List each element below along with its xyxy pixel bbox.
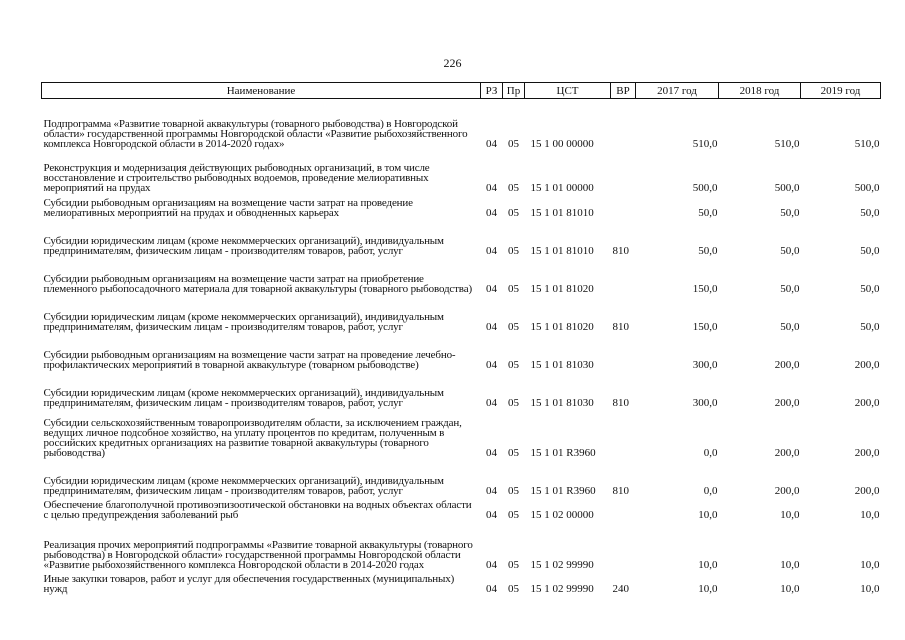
- row-rz: 04: [486, 137, 497, 150]
- row-name: Субсидии юридическим лицам (кроме некоммерческих организаций), индивидуальным предпринимателям, физическим лицам - производителям товаров, работ, услуг: [43, 386, 444, 409]
- header-2019: 2019 год: [801, 83, 881, 99]
- row-2018: 10,0: [780, 582, 800, 595]
- row-rz: 04: [486, 181, 497, 194]
- row-cst: 15 1 01 81020: [530, 320, 594, 333]
- header-2018: 2018 год: [719, 83, 801, 99]
- row-cst: 15 1 01 81030: [530, 396, 594, 409]
- row-2018: 50,0: [780, 206, 800, 219]
- table-row: [42, 218, 881, 256]
- row-name: Иные закупки товаров, работ и услуг для обеспечения государственных (муниципальных) нужд: [43, 572, 455, 595]
- row-cst: 15 1 01 81020: [530, 282, 594, 295]
- table-row: [42, 193, 881, 218]
- row-pr: 05: [508, 137, 519, 150]
- row-2019: 200,0: [854, 358, 880, 371]
- row-cst: 15 1 01 R3960: [530, 446, 596, 459]
- row-2017: 50,0: [698, 206, 718, 219]
- row-name: Субсидии юридическим лицам (кроме некоммерческих организаций), индивидуальным предпринимателям, физическим лицам - производителям товаров, работ, услуг: [43, 234, 444, 257]
- row-name: Субсидии сельскохозяйственным товаропроизводителям области, за исключением граждан, ведущих личное подсобное хозяйство, на уплату процентов по кредитам, полученным в российских кредитных организациях на развитие товарной аквакультуры (товарного рыбоводства): [43, 416, 462, 459]
- row-2018: 10,0: [780, 558, 800, 571]
- row-vr: 810: [612, 484, 629, 497]
- row-2017: 50,0: [698, 244, 718, 257]
- row-2017: 300,0: [692, 396, 718, 409]
- row-vr: [611, 99, 636, 149]
- row-2019: 10,0: [860, 508, 880, 521]
- header-cst: ЦСТ: [525, 83, 611, 99]
- row-name: Субсидии рыбоводным организациям на возмещение части затрат на проведение мелиоративных мероприятий на прудах и обводненных карьерах: [43, 196, 413, 219]
- row-rz: 04: [486, 396, 497, 409]
- row-2019: 50,0: [860, 206, 880, 219]
- row-2018: 510,0: [774, 137, 800, 150]
- row-vr: 240: [612, 582, 629, 595]
- row-vr: [611, 496, 636, 520]
- row-pr: 05: [508, 508, 519, 521]
- row-pr: 05: [508, 181, 519, 194]
- row-rz: 04: [486, 320, 497, 333]
- row-cst: 15 1 02 00000: [530, 508, 594, 521]
- table-row: [42, 149, 881, 193]
- row-2018: 500,0: [774, 181, 800, 194]
- row-2017: 0,0: [703, 484, 718, 497]
- row-name: Подпрограмма «Развитие товарной аквакультуры (товарного рыбоводства) в Новгородской области» государственной программы Новгородской области «Развитие рыбохозяйственного комплекса Новгородской области в 2014-2020 годах»: [43, 117, 468, 150]
- row-name: Субсидии юридическим лицам (кроме некоммерческих организаций), индивидуальным предпринимателям, физическим лицам - производителям товаров, работ, услуг: [43, 474, 444, 497]
- row-rz: 04: [486, 446, 497, 459]
- row-name: Субсидии рыбоводным организациям на возмещение части затрат на приобретение племенного рыбопосадочного материала для товарной аквакультуры (товарного рыбоводства): [43, 272, 472, 295]
- row-rz: 04: [486, 358, 497, 371]
- row-2017: 150,0: [692, 282, 718, 295]
- row-2019: 500,0: [854, 181, 880, 194]
- row-vr: 810: [612, 320, 629, 333]
- row-name: Реконструкция и модернизация действующих рыбоводных организаций, в том числе восстановление и строительство рыбоводных водоемов, проведение мелиоративных мероприятий на прудах: [43, 161, 430, 194]
- table-header-row: [42, 83, 881, 99]
- row-vr: [611, 149, 636, 193]
- row-pr: 05: [508, 358, 519, 371]
- table-row: [42, 332, 881, 370]
- row-2017: 150,0: [692, 320, 718, 333]
- row-2017: 500,0: [692, 181, 718, 194]
- row-2017: 510,0: [692, 137, 718, 150]
- row-vr: 810: [612, 244, 629, 257]
- row-vr: [611, 408, 636, 458]
- row-pr: 05: [508, 244, 519, 257]
- table-row: [42, 408, 881, 458]
- row-rz: 04: [486, 582, 497, 595]
- header-2017: 2017 год: [636, 83, 719, 99]
- row-cst: 15 1 01 00000: [530, 181, 594, 194]
- table-row: [42, 570, 881, 594]
- row-pr: 05: [508, 206, 519, 219]
- row-name: Обеспечение благополучной противоэпизоотической обстановки на водных объектах области с целью предупреждения заболеваний рыб: [43, 498, 472, 521]
- row-pr: 05: [508, 282, 519, 295]
- row-pr: 05: [508, 558, 519, 571]
- row-pr: 05: [508, 396, 519, 409]
- row-2019: 50,0: [860, 320, 880, 333]
- row-rz: 04: [486, 244, 497, 257]
- row-vr: 810: [612, 396, 629, 409]
- row-name: Реализация прочих мероприятий подпрограммы «Развитие товарной аквакультуры (товарного рыбоводства) в Новгородской области» государственной программы Новгородской области «Развитие рыбохозяйственного комплекса Новгородской области в 2014-2020 годах: [43, 538, 473, 571]
- row-2019: 200,0: [854, 396, 880, 409]
- header-pr: Пр: [503, 83, 525, 99]
- row-2019: 510,0: [854, 137, 880, 150]
- row-2018: 50,0: [780, 320, 800, 333]
- row-rz: 04: [486, 558, 497, 571]
- row-2018: 50,0: [780, 282, 800, 295]
- page-number: 226: [443, 56, 462, 70]
- table-row: [42, 520, 881, 570]
- row-vr: [611, 256, 636, 294]
- row-2018: 200,0: [774, 358, 800, 371]
- row-2017: 0,0: [703, 446, 718, 459]
- row-cst: 15 1 01 81010: [530, 244, 594, 257]
- row-2019: 200,0: [854, 446, 880, 459]
- row-rz: 04: [486, 206, 497, 219]
- budget-table: [41, 82, 881, 594]
- table-row: [42, 496, 881, 520]
- row-pr: 05: [508, 446, 519, 459]
- row-cst: 15 1 01 R3960: [530, 484, 596, 497]
- row-2017: 10,0: [698, 582, 718, 595]
- row-2019: 50,0: [860, 244, 880, 257]
- header-vr: ВР: [611, 83, 636, 99]
- row-2018: 200,0: [774, 396, 800, 409]
- table-row: [42, 370, 881, 408]
- row-cst: 15 1 01 81010: [530, 206, 594, 219]
- row-vr: [611, 193, 636, 218]
- row-cst: 15 1 02 99990: [530, 558, 594, 571]
- row-pr: 05: [508, 484, 519, 497]
- row-pr: 05: [508, 320, 519, 333]
- row-2018: 200,0: [774, 446, 800, 459]
- row-2019: 50,0: [860, 282, 880, 295]
- row-2018: 10,0: [780, 508, 800, 521]
- row-vr: [611, 332, 636, 370]
- row-2017: 10,0: [698, 508, 718, 521]
- header-rz: РЗ: [481, 83, 503, 99]
- row-2019: 200,0: [854, 484, 880, 497]
- row-cst: 15 1 02 99990: [530, 582, 594, 595]
- row-2017: 10,0: [698, 558, 718, 571]
- row-cst: 15 1 01 81030: [530, 358, 594, 371]
- row-name: Субсидии юридическим лицам (кроме некоммерческих организаций), индивидуальным предпринимателям, физическим лицам - производителям товаров, работ, услуг: [43, 310, 444, 333]
- row-2017: 300,0: [692, 358, 718, 371]
- row-2018: 200,0: [774, 484, 800, 497]
- header-name: Наименование: [42, 83, 481, 99]
- row-rz: 04: [486, 484, 497, 497]
- table-row: [42, 99, 881, 149]
- row-pr: 05: [508, 582, 519, 595]
- table-row: [42, 294, 881, 332]
- table-row: [42, 458, 881, 496]
- row-rz: 04: [486, 508, 497, 521]
- table-row: [42, 256, 881, 294]
- row-cst: 15 1 00 00000: [530, 137, 594, 150]
- row-2018: 50,0: [780, 244, 800, 257]
- row-name: Субсидии рыбоводным организациям на возмещение части затрат на проведение лечебно-профилактических мероприятий в товарной аквакультуре (товарном рыбоводстве): [43, 348, 456, 371]
- row-rz: 04: [486, 282, 497, 295]
- row-2019: 10,0: [860, 558, 880, 571]
- row-vr: [611, 520, 636, 570]
- row-2019: 10,0: [860, 582, 880, 595]
